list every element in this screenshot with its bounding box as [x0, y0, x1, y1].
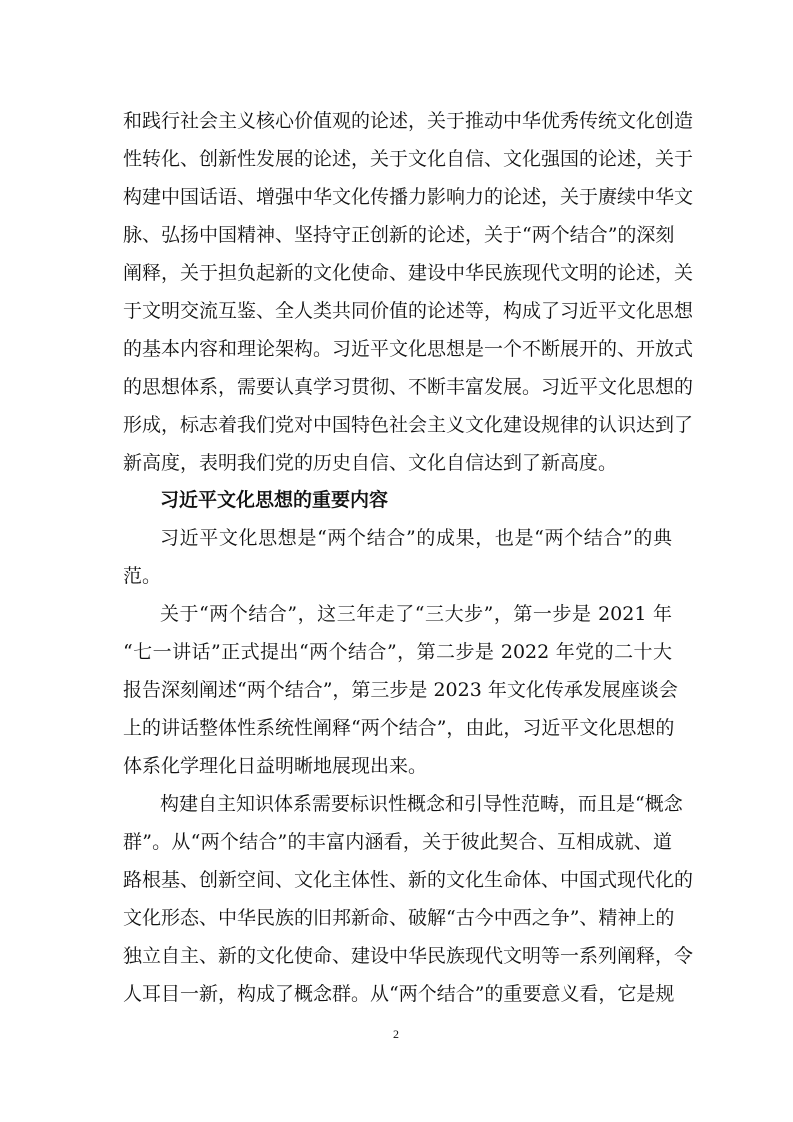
- para1-line-3: 构建中国话语、增强中华文化传播力影响力的论述，关于赓续中华文: [123, 186, 694, 208]
- para1-line-1: 和践行社会主义核心价值观的论述，关于推动中华优秀传统文化创造: [123, 110, 694, 132]
- para1-line-9: 形成，标志着我们党对中国特色社会主义文化建设规律的认识达到了: [123, 414, 694, 436]
- section-heading: 习近平文化思想的重要内容: [160, 489, 389, 511]
- para1-line-5: 阐释，关于担负起新的文化使命、建设中华民族现代文明的论述，关: [123, 262, 694, 284]
- para1-line-8: 的思想体系，需要认真学习贯彻、不断丰富发展。习近平文化思想的: [123, 376, 694, 398]
- para3-line-5: 体系化学理化日益明晰地展现出来。: [123, 755, 428, 777]
- para2-line-2: 范。: [123, 565, 162, 587]
- para3-line-2: “七一讲话”正式提出“两个结合”，第二步是 2022 年党的二十大: [123, 641, 672, 663]
- para1-line-6: 于文明交流互鉴、全人类共同价值的论述等，构成了习近平文化思想: [123, 300, 694, 322]
- para2-line-1: 习近平文化思想是“两个结合”的成果，也是“两个结合”的典: [160, 527, 672, 549]
- para4-line-4: 文化形态、中华民族的旧邦新命、破解“古今中西之争”、精神上的: [123, 907, 675, 929]
- para1-line-7: 的基本内容和理论架构。习近平文化思想是一个不断展开的、开放式: [123, 338, 694, 360]
- page-number: 2: [393, 1027, 399, 1041]
- para1-line-2: 性转化、创新性发展的论述，关于文化自信、文化强国的论述，关于: [123, 148, 694, 170]
- para4-line-6: 人耳目一新，构成了概念群。从“两个结合”的重要意义看，它是规: [123, 983, 675, 1005]
- para3-line-3: 报告深刻阐述“两个结合”，第三步是 2023 年文化传承发展座谈会: [123, 679, 678, 701]
- para4-line-3: 路根基、创新空间、文化主体性、新的文化生命体、中国式现代化的: [123, 869, 694, 891]
- para4-line-1: 构建自主知识体系需要标识性概念和引导性范畴，而且是“概念: [160, 793, 683, 815]
- para1-line-10: 新高度，表明我们党的历史自信、文化自信达到了新高度。: [123, 452, 618, 474]
- para3-line-1: 关于“两个结合”，这三年走了“三大步”，第一步是 2021 年: [160, 603, 672, 625]
- para3-line-4: 上的讲话整体性系统性阐释“两个结合”，由此，习近平文化思想的: [123, 717, 675, 739]
- para4-line-2: 群”。从“两个结合”的丰富内涵看，关于彼此契合、互相成就、道: [123, 831, 672, 853]
- para1-line-4: 脉、弘扬中国精神、坚持守正创新的论述，关于“两个结合”的深刻: [123, 224, 675, 246]
- para4-line-5: 独立自主、新的文化使命、建设中华民族现代文明等一系列阐释，令: [123, 945, 694, 967]
